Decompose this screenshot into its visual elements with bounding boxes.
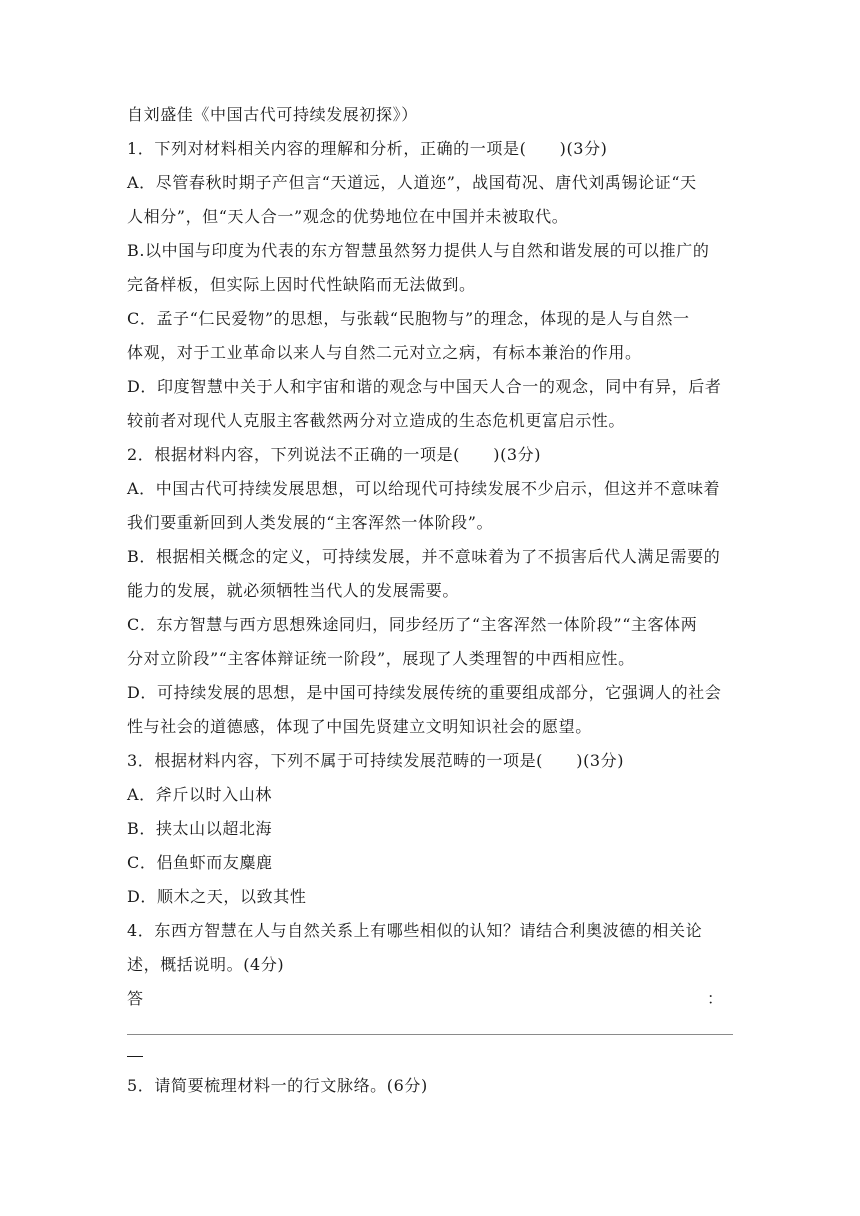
answer-colon: ： bbox=[706, 989, 723, 1008]
question-5-stem: 5．请简要梳理材料一的行文脉络。(6分) bbox=[127, 1076, 428, 1095]
q3-option-b: B．挟太山以超北海 bbox=[127, 819, 273, 838]
document-page bbox=[127, 98, 735, 1103]
q2-option-b-line2: 能力的发展，就必须牺牲当代人的发展需要。 bbox=[127, 581, 460, 600]
text-line: 自刘盛佳《中国古代可持续发展初探》） bbox=[127, 105, 418, 124]
q1-option-c-line1: C．孟子“仁民爱物”的思想，与张载“民胞物与”的理念，体现的是人与自然一 bbox=[127, 309, 690, 328]
q1-option-b-line1: B.以中国与印度为代表的东方智慧虽然努力提供人与自然和谐发展的可以推广的 bbox=[127, 241, 710, 260]
q1-option-a-line1: A．尽管春秋时期子产但言“天道远，人道迩”，战国荀况、唐代刘禹锡论证“天 bbox=[127, 173, 697, 192]
question-3-stem: 3．根据材料内容，下列不属于可持续发展范畴的一项是( )(3分) bbox=[127, 751, 625, 770]
q2-option-c-line1: C．东方智慧与西方思想殊途同归，同步经历了“主客浑然一体阶段”“主客体两 bbox=[127, 615, 698, 634]
q1-option-b-line2: 完备样板，但实际上因时代性缺陷而无法做到。 bbox=[127, 275, 476, 294]
q2-option-b-line1: B．根据相关概念的定义，可持续发展，并不意味着为了不损害后代人满足需要的 bbox=[127, 547, 721, 566]
question-4-stem-line2: 述，概括说明。(4分) bbox=[127, 955, 285, 974]
answer-row bbox=[127, 982, 735, 1016]
answer-label: 答 bbox=[127, 989, 144, 1008]
q2-option-a-line1: A．中国古代可持续发展思想，可以给现代可持续发展不少启示，但这并不意味着 bbox=[127, 479, 721, 498]
question-4-stem-line1: 4．东西方智慧在人与自然关系上有哪些相似的认知？请结合利奥波德的相关论 bbox=[127, 921, 703, 940]
question-1-stem: 1．下列对材料相关内容的理解和分析，正确的一项是( )(3分) bbox=[127, 139, 608, 158]
q2-option-a-line2: 我们要重新回到人类发展的“主客浑然一体阶段”。 bbox=[127, 513, 494, 532]
q2-option-c-line2: 分对立阶段”“主客体辩证统一阶段”，展现了人类理智的中西相应性。 bbox=[127, 649, 635, 668]
q1-option-d-line1: D．印度智慧中关于人和宇宙和谐的观念与中国天人合一的观念，同中有异，后者 bbox=[127, 377, 722, 396]
q3-option-c: C．侣鱼虾而友麋鹿 bbox=[127, 853, 273, 872]
q3-option-d: D．顺木之天，以致其性 bbox=[127, 887, 307, 906]
q1-option-d-line2: 较前者对现代人克服主客截然两分对立造成的生态危机更富启示性。 bbox=[127, 411, 626, 430]
question-2-stem: 2．根据材料内容，下列说法不正确的一项是( )(3分) bbox=[127, 445, 542, 464]
q2-option-d-line1: D．可持续发展的思想，是中国可持续发展传统的重要组成部分，它强调人的社会 bbox=[127, 683, 722, 702]
answer-line-tail bbox=[127, 1035, 735, 1069]
q2-option-d-line2: 性与社会的道德感，体现了中国先贤建立文明知识社会的愿望。 bbox=[127, 717, 592, 736]
q1-option-a-line2: 人相分”，但“天人合一”观念的优势地位在中国并未被取代。 bbox=[127, 207, 569, 226]
answer-dash bbox=[127, 1056, 143, 1057]
q1-option-c-line2: 体观，对于工业革命以来人与自然二元对立之病，有标本兼治的作用。 bbox=[127, 343, 642, 362]
q3-option-a: A．斧斤以时入山林 bbox=[127, 785, 272, 804]
